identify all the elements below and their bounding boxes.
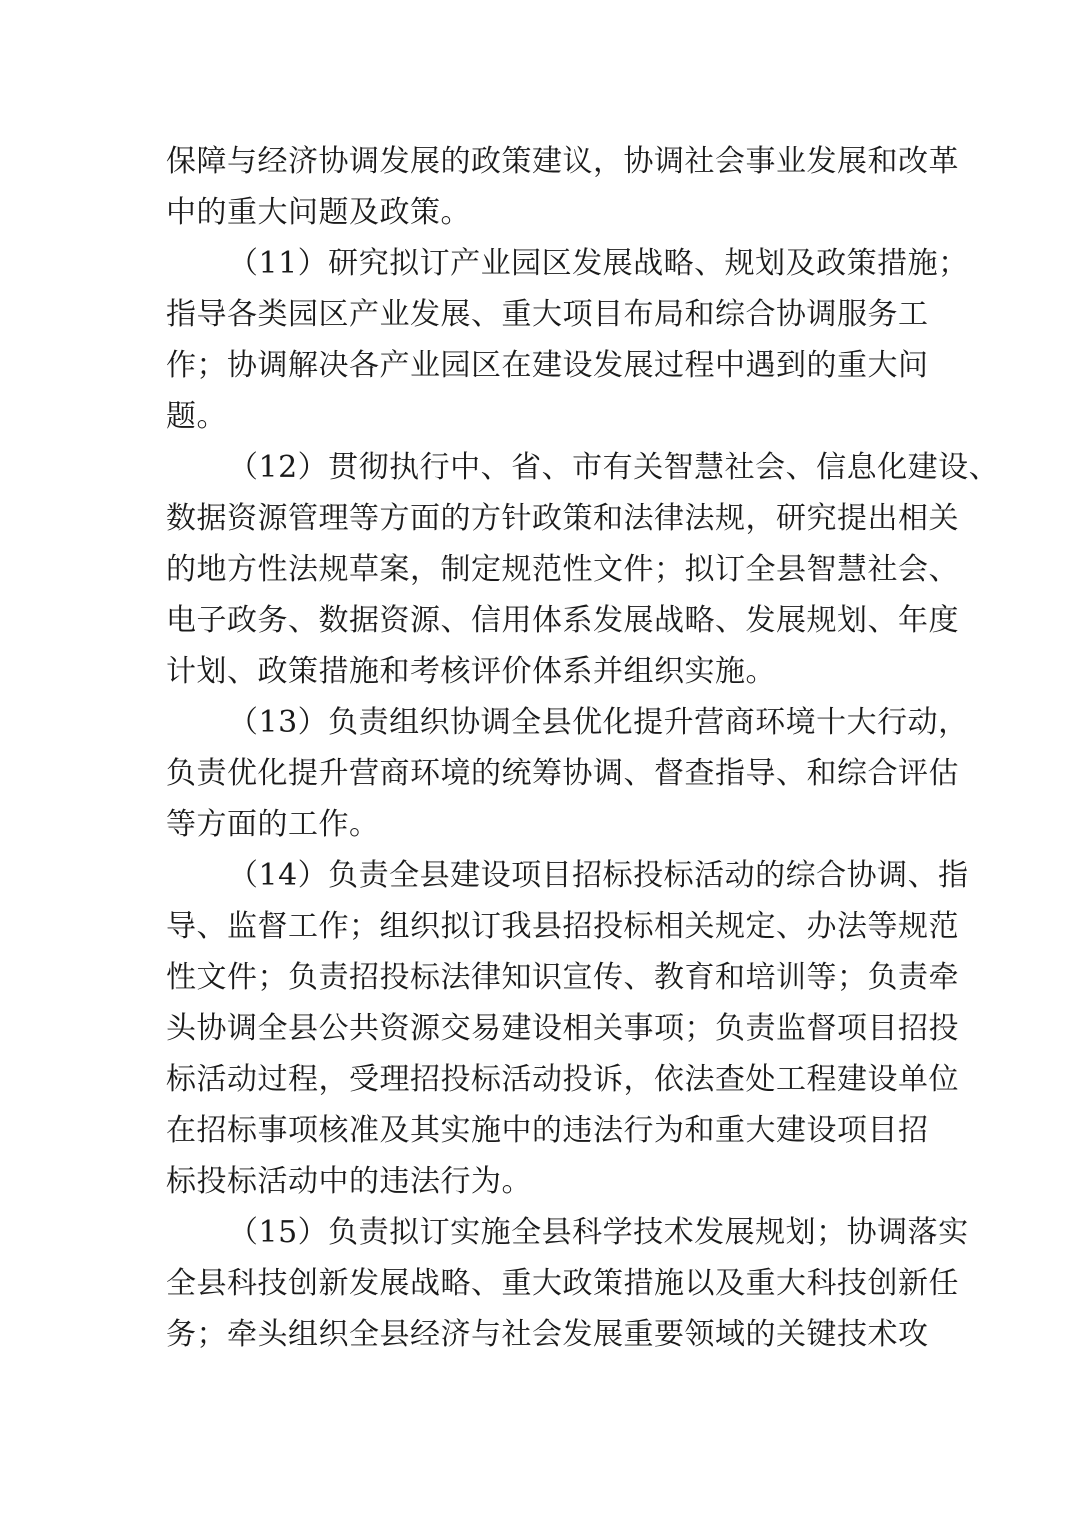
text-line: 头协调全县公共资源交易建设相关事项；负责监督项目招投: [166, 1011, 959, 1046]
text-line: 数据资源管理等方面的方针政策和法律法规，研究提出相关: [166, 501, 959, 536]
text-line: 负责优化提升营商环境的统筹协调、督查指导、和综合评估: [166, 756, 959, 791]
text-line: 中的重大问题及政策。: [166, 195, 471, 230]
text-line: （15）负责拟订实施全县科学技术发展规划；协调落实: [228, 1215, 969, 1250]
paragraph-item-13: [166, 697, 969, 850]
text-line: （12）贯彻执行中、省、市有关智慧社会、信息化建设、: [228, 450, 1000, 485]
text-line: （11）研究拟订产业园区发展战略、规划及政策措施；: [228, 246, 969, 281]
text-line: 标活动过程，受理招投标活动投诉，依法查处工程建设单位: [166, 1062, 959, 1097]
text-line: 在招标事项核准及其实施中的违法行为和重大建设项目招: [166, 1113, 929, 1148]
text-line: 性文件；负责招投标法律知识宣传、教育和培训等；负责牵: [166, 960, 959, 995]
text-line: 的地方性法规草案，制定规范性文件；拟订全县智慧社会、: [166, 552, 959, 587]
text-line: 保障与经济协调发展的政策建议，协调社会事业发展和改革: [166, 144, 959, 179]
text-line: 题。: [166, 399, 227, 434]
document-body: [166, 136, 1000, 1360]
paragraph-item-15: [166, 1207, 969, 1360]
text-line: 计划、政策措施和考核评价体系并组织实施。: [166, 654, 776, 689]
paragraph-continuation: [166, 136, 959, 238]
text-line: （14）负责全县建设项目招标投标活动的综合协调、指: [228, 858, 969, 893]
paragraph-item-11: [166, 238, 969, 442]
text-line: 标投标活动中的违法行为。: [166, 1164, 532, 1199]
text-line: 作；协调解决各产业园区在建设发展过程中遇到的重大问: [166, 348, 929, 383]
text-line: 务；牵头组织全县经济与社会发展重要领域的关键技术攻: [166, 1317, 929, 1352]
paragraph-item-12: [166, 442, 1000, 697]
text-line: 等方面的工作。: [166, 807, 380, 842]
text-line: 电子政务、数据资源、信用体系发展战略、发展规划、年度: [166, 603, 959, 638]
text-line: 指导各类园区产业发展、重大项目布局和综合协调服务工: [166, 297, 929, 332]
text-line: 导、监督工作；组织拟订我县招投标相关规定、办法等规范: [166, 909, 959, 944]
paragraph-item-14: [166, 850, 969, 1207]
text-line: 全县科技创新发展战略、重大政策措施以及重大科技创新任: [166, 1266, 959, 1301]
text-line: （13）负责组织协调全县优化提升营商环境十大行动，: [228, 705, 969, 740]
